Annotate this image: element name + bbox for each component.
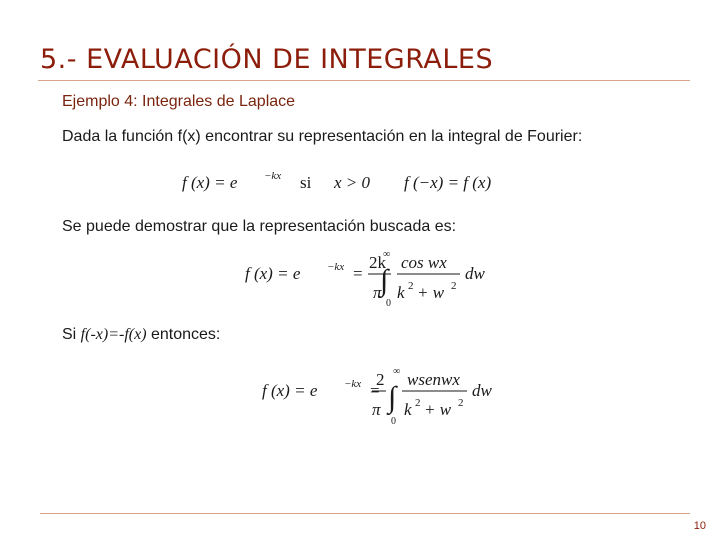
- definition-exponent: −kx: [264, 170, 282, 182]
- cosine-coef-den: π: [373, 283, 382, 302]
- sine-dw: dw: [472, 381, 492, 400]
- definition-symmetry: f (−x) = f (x): [404, 173, 492, 192]
- cosine-dw: dw: [465, 264, 485, 283]
- sine-integral-formula: [262, 362, 532, 426]
- sine-den-w-sq: 2: [458, 397, 464, 409]
- slide-title: 5.- EVALUACIÓN DE INTEGRALES: [40, 44, 494, 75]
- condition-suffix: entonces:: [146, 326, 221, 343]
- page-number: 10: [693, 520, 706, 532]
- cosine-lhs: f (x) = e: [245, 264, 301, 283]
- cosine-exponent: −kx: [327, 261, 345, 273]
- sine-numerator: wsenwx: [407, 370, 460, 389]
- sine-den-k: k: [404, 400, 412, 419]
- cosine-coef-num: 2k: [369, 253, 386, 272]
- sine-coef-den: π: [372, 400, 381, 419]
- definition-condition: x > 0: [334, 173, 371, 192]
- condition-formula: f(-x)=-f(x): [80, 326, 147, 343]
- condition-prefix: Si: [62, 326, 81, 343]
- cosine-numerator: cos wx: [401, 253, 447, 272]
- cosine-upper-limit: ∞: [383, 249, 391, 260]
- sine-upper-limit: ∞: [393, 366, 401, 377]
- shown-text: Se puede demostrar que la representación buscada es:: [62, 218, 457, 235]
- sine-lhs: f (x) = e: [262, 381, 318, 400]
- condition-text: [62, 326, 220, 344]
- sine-lower-limit: 0: [391, 416, 396, 427]
- sine-exponent: −kx: [344, 378, 362, 390]
- footer-divider: [40, 513, 690, 514]
- sine-coef-num: 2: [376, 370, 385, 389]
- title-divider: [38, 80, 690, 81]
- example-subtitle: Ejemplo 4: Integrales de Laplace: [62, 93, 296, 110]
- cosine-equals: =: [353, 264, 363, 283]
- sine-equals: =: [370, 381, 380, 400]
- cosine-lower-limit: 0: [386, 298, 391, 309]
- cosine-integral-sign: ∫: [380, 264, 389, 297]
- cosine-den-k-sq: 2: [408, 280, 414, 292]
- definition-lhs: f (x) = e: [182, 173, 238, 192]
- cosine-integral-formula: [245, 246, 515, 308]
- definition-formula: [178, 168, 538, 198]
- sine-integral-sign: ∫: [388, 381, 397, 414]
- cosine-den-k: k: [397, 283, 405, 302]
- definition-si: si: [300, 173, 312, 192]
- cosine-den-w-sq: 2: [451, 280, 457, 292]
- sine-den-k-sq: 2: [415, 397, 421, 409]
- sine-den-w: + w: [424, 400, 452, 419]
- cosine-den-w: + w: [417, 283, 445, 302]
- intro-paragraph: Dada la función f(x) encontrar su representación en la integral de Fourier:: [62, 128, 583, 145]
